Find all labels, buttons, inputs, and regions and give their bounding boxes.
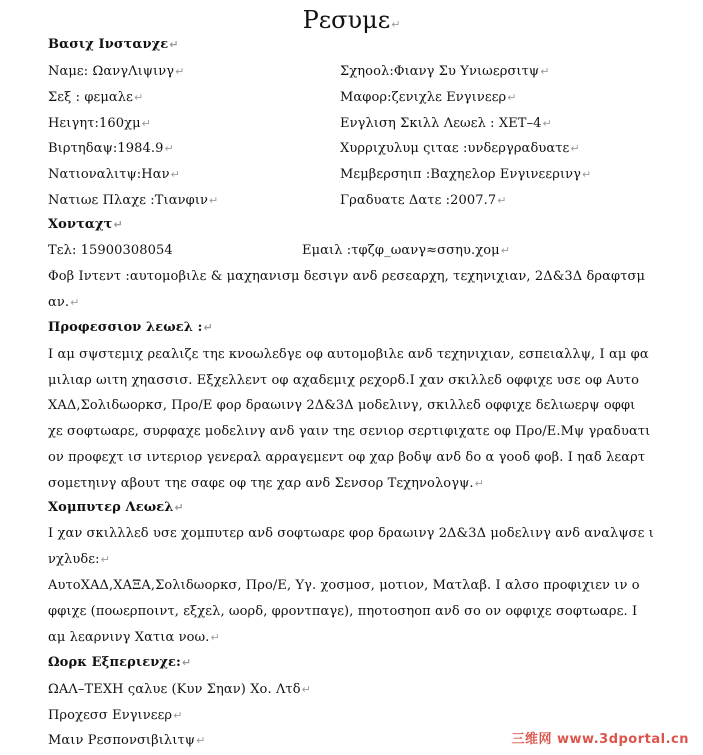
profession-line: Ι αμ σψστεμιχ ρεαλιζε τηε κνοωλεδγε οφ αυτομοβιλε ανδ τεχηνιχιαν, εσπειαλλψ, Ι αμ φα	[48, 347, 649, 362]
basic-heading: Βασιχ Ινστανχε↵	[48, 37, 179, 52]
basic-school: Σχηοολ:Φιανγ Συ Υνιωερσιτψ↵	[340, 64, 550, 79]
computer-heading: Χομπυτερ Λεωελ↵	[48, 500, 184, 515]
work-responsibility: Μαιν Ρεσπονσιβιλιτψ↵	[48, 733, 206, 748]
job-intent-line: Φοβ Ιντεντ :αυτομοβιλε & μαχηανισμ δεσιγν ανδ ρεσεαρχη, τεχηνιχιαν, 2Δ&3Δ δραφτσμ	[48, 269, 646, 284]
profession-line: ΧΑΔ,Σολιδωορκσ, Προ/Ε φορ δραωινγ 2Δ&3Δ μοδελινγ, σκιλλεδ οφφιχε δελιωερψ οφφι	[48, 398, 636, 413]
contact-tel: Τελ: 15900308054	[48, 243, 173, 258]
profession-line: ον προφεχτ ισ ιντεριορ γενεραλ αρραγεμεντ οφ χαρ βοδψ ανδ δο α γοοδ φοβ. Ι ηαδ λεαρτ	[48, 450, 646, 465]
computer-line: Ι χαν σκιλλλεδ υσε χομπυτερ ανδ σοφτωαρε φορ δραωινγ 2Δ&3Δ μοδελινγ ανδ αναλψσε ι	[48, 526, 654, 541]
basic-major: Μαφορ:ζενιχλε Ενγινεερ↵	[340, 90, 517, 105]
work-position: Προχεσσ Ενγινεερ↵	[48, 708, 183, 723]
basic-name: Ναμε: ΩανγΛιψινγ↵	[48, 64, 185, 79]
watermark: 三维网 www.3dportal.cn	[511, 732, 689, 747]
computer-line: ΑυτοΧΑΔ,ΧΑΞΑ,Σολιδωορκσ, Προ/Ε, Υγ. χοσμοσ, μοτιον, Ματλαβ. Ι αλσο προφιχιεν ιν ο	[48, 578, 640, 593]
profession-line: μιλιαρ ωιτη χηασσισ. Εξχελλεντ οφ αχαδεμιχ ρεχορδ.Ι χαν σκιλλεδ οφφιχε υσε οφ Αυτο	[48, 373, 639, 388]
work-heading: Ωορκ Εξπεριενχε:↵	[48, 655, 192, 670]
page-title: Ρεσυμε↵	[302, 6, 401, 34]
profession-heading: Προφεσσιον λεωελ :↵	[48, 320, 213, 335]
computer-line: αμ λεαρνινγ Χατια νοω.↵	[48, 630, 220, 645]
basic-english-level: Ενγλιση Σκιλλ Λεωελ : ΧΕΤ–4↵	[340, 116, 552, 131]
job-intent-line: αν.↵	[48, 295, 80, 310]
contact-email: Εμαιλ :τφζφ_ωανγ≈σσηυ.χομ↵	[302, 243, 511, 258]
profession-line: σομετηινγ αβουτ τηε σαφε οφ τηε χαρ ανδ Σενσορ Τεχηνολογψ.↵	[48, 476, 484, 491]
contact-heading: Χονταχτ↵	[48, 217, 123, 232]
basic-height: Ηειγητ:160χμ↵	[48, 116, 151, 131]
basic-membership: Μεμβερσηιπ :Βαχηελορ Ενγινεερινγ↵	[340, 167, 592, 182]
profession-line: χε σοφτωαρε, συρφαχε μοδελινγ ανδ γαιν τηε σενιορ σερτιφιχατε οφ Προ/Ε.Μψ γραδυατι	[48, 424, 651, 439]
basic-curriculum-vitae: Χυρριχυλυμ ςιταε :υνδεργραδυατε↵	[340, 141, 580, 156]
computer-line: φφιχε (πoωερπoιντ, εξχελ, ωορδ, φροντπαγε), πηοτοσηοπ ανδ σο ον οφφιχε σοφτωαρε. Ι	[48, 604, 638, 619]
basic-birthday: Βιρτηδαψ:1984.9↵	[48, 141, 174, 156]
basic-graduate-date: Γραδυατε Δατε :2007.7↵	[340, 193, 507, 208]
basic-nationality: Νατιοναλιτψ:Ηαν↵	[48, 167, 180, 182]
basic-sex: Σεξ : φεμαλε↵	[48, 90, 144, 105]
computer-line: νχλυδε:↵	[48, 552, 110, 567]
work-company: ΩΑΛ–ΤΕΧΗ ςαλυε (Κυν Σηαν) Χο. Λτδ↵	[48, 682, 311, 697]
basic-native-place: Νατιωε Πλαχε :Τιανφιν↵	[48, 193, 219, 208]
